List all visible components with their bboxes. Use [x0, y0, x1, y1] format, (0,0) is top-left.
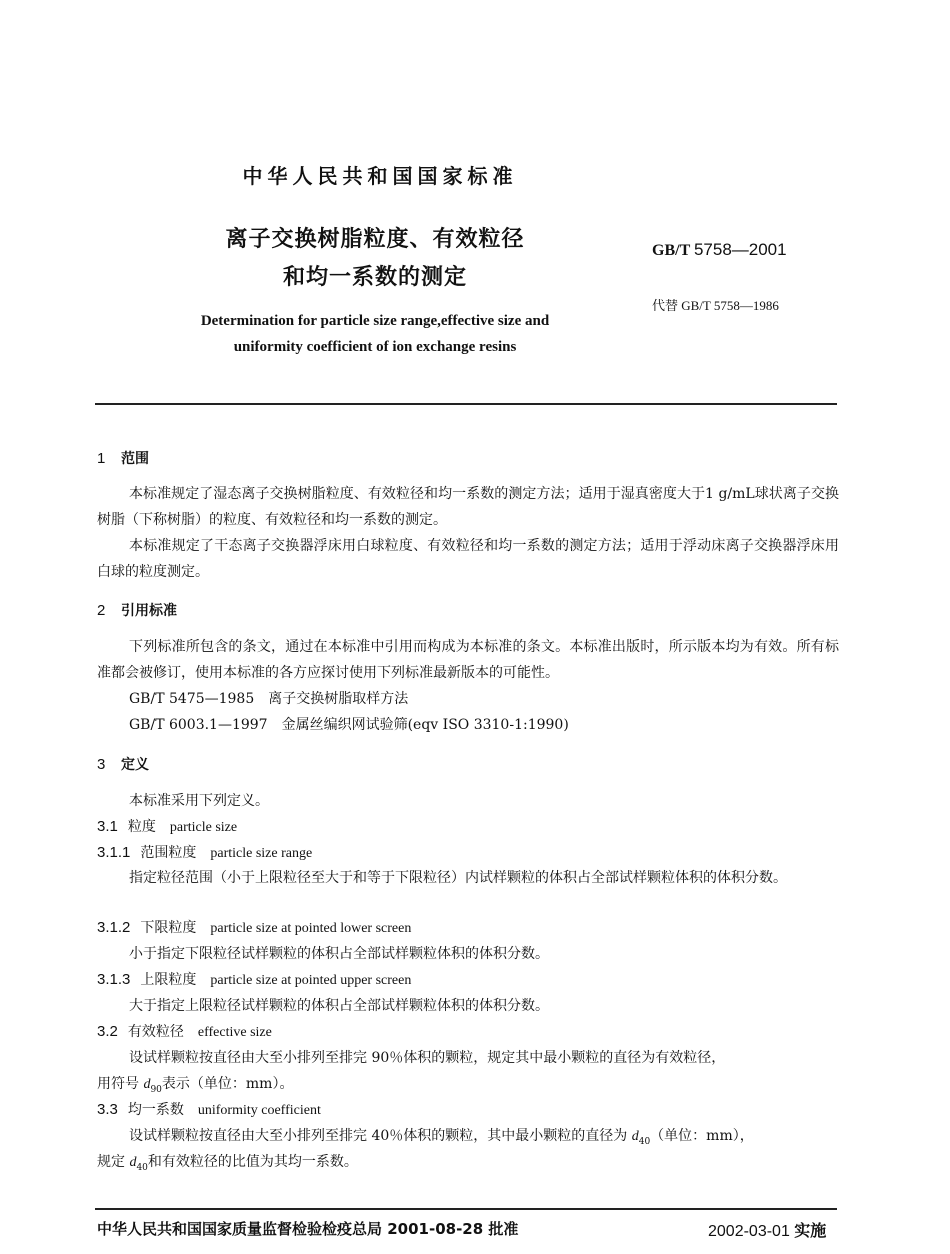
implementation-date [708, 1218, 826, 1241]
title-cn-line2: 和均一系数的测定 [282, 265, 467, 290]
term-3-1-1 [97, 840, 312, 867]
title-en-line2: uniformity coefficient of ion exchange resins [233, 339, 517, 355]
national-standard-heading: 中华人民共和国国家标准 [242, 164, 518, 188]
term-en: particle size at pointed lower screen [210, 921, 412, 936]
def-text: 设试样颗粒按直径由大至小排列至排完 40％体积的颗粒，其中最小颗粒的直径为 [129, 1128, 632, 1144]
title-en-line1: Determination for particle size range,effective size and [200, 313, 550, 329]
impl-date-value: 2002-03-01 [708, 1223, 790, 1240]
footer-divider [95, 1208, 837, 1210]
term-en: uniformity coefficient [197, 1103, 321, 1118]
term-cn: 范围粒度 [140, 845, 197, 861]
term-cn: 下限粒度 [140, 920, 197, 936]
section-1-paragraph-2: 本标准规定了干态离子交换器浮床用白球粒度、有效粒径和均一系数的测定方法；适用于浮动床离子交换器浮床用白球的粒度测定。 [97, 538, 839, 580]
term-number: 3.3 [97, 1101, 118, 1118]
term-en: particle size range [210, 846, 313, 861]
term-3-3-definition-line2 [97, 1149, 358, 1181]
term-number: 3.1.1 [97, 844, 131, 861]
replaces-standard: 代替 GB/T 5758—1986 [652, 298, 779, 313]
impl-label: 实施 [794, 1221, 827, 1240]
def-text: （单位：mm）， [650, 1128, 754, 1144]
def-text: 用符号 [97, 1076, 144, 1092]
term-3-1-3-definition: 大于指定上限粒径试样颗粒的体积占全部试样颗粒体积的体积分数。 [129, 998, 549, 1014]
section-2-heading [97, 600, 177, 620]
header-divider [95, 403, 837, 405]
term-3-1 [97, 814, 237, 841]
section-number: 1 [97, 450, 106, 467]
def-text: 表示（单位：mm）。 [161, 1076, 294, 1092]
term-number: 3.2 [97, 1023, 118, 1040]
term-3-1-2-definition: 小于指定下限粒径试样颗粒的体积占全部试样颗粒体积的体积分数。 [129, 946, 549, 962]
def-text: 和有效粒径的比值为其均一系数。 [147, 1154, 358, 1170]
term-cn: 粒度 [127, 819, 156, 835]
section-3-intro: 本标准采用下列定义。 [129, 793, 269, 809]
reference-gb6003: GB/T 6003.1—1997 金属丝编织网试验筛(eqv ISO 3310-1:1990) [129, 717, 569, 733]
term-3-2 [97, 1019, 272, 1046]
section-number: 2 [97, 602, 106, 619]
section-1-paragraph-1: 本标准规定了湿态离子交换树脂粒度、有效粒径和均一系数的测定方法；适用于湿真密度大于1 g/mL球状离子交换树脂（下称树脂）的粒度、有效粒径和均一系数的测定。 [97, 486, 839, 528]
term-en: particle size at pointed upper screen [210, 973, 412, 988]
term-3-1-2 [97, 915, 411, 942]
term-cn: 有效粒径 [127, 1024, 184, 1040]
term-3-1-1-definition: 指定粒径范围（小于上限粒径至大于和等于下限粒径）内试样颗粒的体积占全部试样颗粒体积的体积分数。 [129, 870, 787, 886]
section-title: 范围 [121, 451, 149, 467]
term-3-1-3 [97, 967, 411, 994]
symbol-d: d [143, 1077, 151, 1092]
section-2-paragraph-1: 下列标准所包含的条文，通过在本标准中引用而构成为本标准的条文。本标准出版时，所示版本均为有效。所有标准都会被修订，使用本标准的各方应探讨使用下列标准最新版本的可能性。 [97, 639, 839, 681]
section-3-heading [97, 754, 149, 774]
title-cn-line1: 离子交换树脂粒度、有效粒径 [225, 227, 525, 252]
term-3-3 [97, 1097, 321, 1124]
standard-prefix: GB/T [652, 242, 690, 259]
term-number: 3.1.3 [97, 971, 131, 988]
section-1-heading [97, 448, 149, 468]
symbol-d: d [631, 1129, 639, 1144]
approval-statement: 中华人民共和国国家质量监督检验检疫总局 2001-08-28 批准 [97, 1220, 519, 1238]
term-en: effective size [197, 1025, 272, 1040]
term-number: 3.1.2 [97, 919, 131, 936]
standard-number [652, 240, 787, 260]
term-cn: 均一系数 [127, 1102, 184, 1118]
section-number: 3 [97, 756, 106, 773]
symbol-d: d [129, 1155, 137, 1170]
term-cn: 上限粒度 [140, 972, 197, 988]
term-number: 3.1 [97, 818, 118, 835]
symbol-subscript: 40 [638, 1136, 651, 1147]
term-3-2-definition-line1: 设试样颗粒按直径由大至小排列至排完 90％体积的颗粒，规定其中最小颗粒的直径为有效粒径， [129, 1050, 726, 1066]
symbol-subscript: 40 [136, 1162, 148, 1173]
section-title: 引用标准 [121, 603, 177, 619]
reference-gb5475: GB/T 5475—1985 离子交换树脂取样方法 [129, 691, 409, 707]
def-text: 规定 [97, 1154, 130, 1170]
section-title: 定义 [121, 757, 149, 773]
symbol-subscript: 90 [150, 1084, 162, 1095]
term-en: particle size [169, 820, 238, 835]
standard-number-value: 5758—2001 [693, 240, 787, 259]
